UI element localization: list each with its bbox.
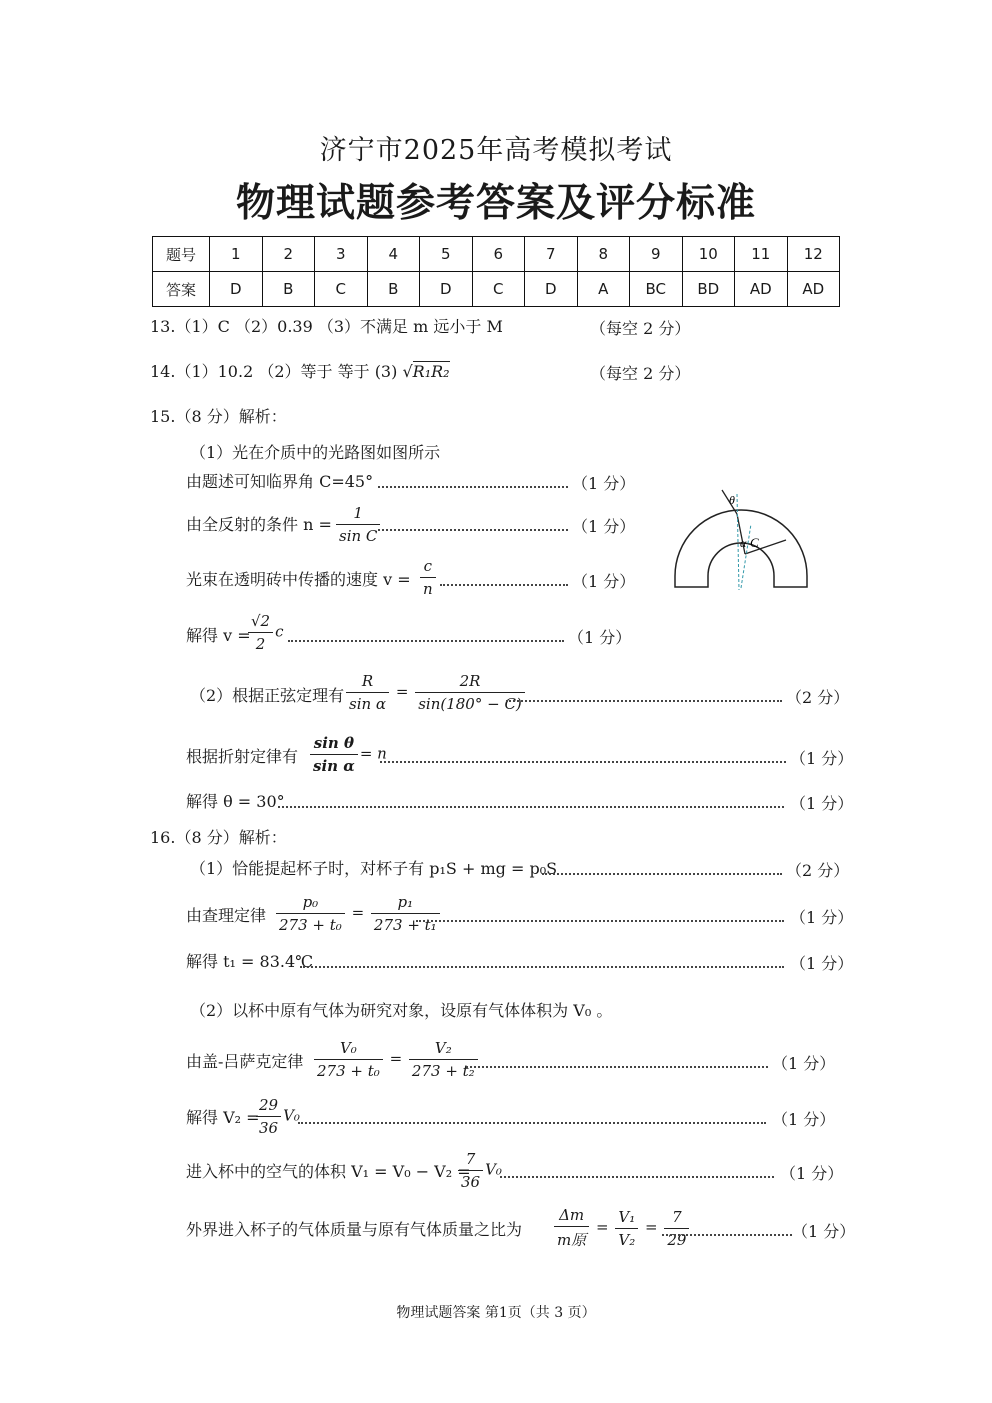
leader-dots [506,700,782,702]
table-cell: AD [735,272,788,307]
q15-line4-score: （1 分） [568,628,632,647]
leader-dots [500,1176,774,1178]
q15-heading: 15.（8 分）解析： [150,407,287,426]
q15-line1: 由题述可知临界角 C=45° [186,472,374,491]
q15-line3: 光束在透明砖中传播的速度 v = [186,570,411,589]
q16-heading: 16.（8 分）解析： [150,828,287,847]
q16-line2-equation: $\frac{\text{p₀}}{\text{273 + t₀}}$ = $\frac{\text{p₁}}{\text{273 + t₁}}$ [274,893,442,934]
q14-score: （每空 2 分） [590,364,691,383]
q16-line2-score: （1 分） [790,908,854,927]
q15-line4: 解得 v = [186,626,251,645]
table-row-numbers [153,237,840,272]
q15-part1: （1）光在介质中的光路图如图所示 [190,443,441,462]
q16-line4-equation: $\frac{\text{V₀}}{\text{273 + t₀}}$ = $\frac{\text{V₂}}{\text{273 + t₂}}$ [312,1039,480,1080]
table-cell: 4 [367,237,420,272]
q16-line5: 解得 V₂ = [186,1108,260,1127]
leader-dots [380,761,786,763]
table-cell: 2 [262,237,315,272]
leader-dots [662,1234,792,1236]
table-cell: B [367,272,420,307]
table-cell: 8 [577,237,630,272]
alpha-label: α [740,536,747,550]
leader-dots [300,966,784,968]
q14-text: 14.（1）10.2 （2）等于 等于 (3) [150,362,398,381]
leader-dots [378,529,568,531]
q16-line5-fraction: $\frac{29}{36}$ V₀ [254,1096,300,1137]
table-cell: 12 [787,237,840,272]
q16-part2: （2）以杯中原有气体为研究对象，设原有气体体积为 V₀ 。 [190,1001,613,1020]
q15-line5-equation: $\frac{R}{\text{sin α}}$ = $\frac{2R}{\sin(180^\circ - C)}$ [344,672,527,713]
q15-line3-score: （1 分） [572,572,636,591]
light-path-figure [668,484,814,594]
q15-line6-score: （1 分） [790,749,854,768]
answer-table [152,236,840,307]
table-cell: 3 [315,237,368,272]
page-title: 物理试题参考答案及评分标准 [235,181,756,226]
q16-line7-equation: $\frac{\Delta m}{\text{m原}}$ = $\frac{\text{V₁}}{\text{V₂}}$ = $\frac{7}{29}$ [552,1206,691,1250]
exam-subtitle: 济宁市2025年高考模拟考试 [319,135,673,166]
table-cell: D [210,272,263,307]
q16-line4-score: （1 分） [772,1054,836,1073]
table-row-answers [153,272,840,307]
q16-line6-score: （1 分） [780,1164,844,1183]
table-cell: B [262,272,315,307]
leader-dots [416,920,784,922]
q15-line7-score: （1 分） [790,794,854,813]
q13-score: （每空 2 分） [590,319,691,338]
q16-line5-score: （1 分） [772,1110,836,1129]
radius-dashed-line [741,524,751,588]
table-cell: BC [630,272,683,307]
q15-line2-score: （1 分） [572,517,636,536]
leader-dots [466,1066,768,1068]
leader-dots [278,806,784,808]
q16-line7-score: （1 分） [792,1222,856,1241]
q16-line3-score: （1 分） [790,954,854,973]
q16-line1-score: （2 分） [786,861,850,880]
table-cell: 11 [735,237,788,272]
q15-line2: 由全反射的条件 n = [186,515,332,534]
leader-dots [288,640,564,642]
q14-answer [150,361,450,383]
q14-sqrt: √R₁R₂ [402,362,450,381]
page-footer: 物理试题答案 第1页（共 3 页） [396,1305,596,1321]
q16-line2: 由查理定律 [186,906,267,925]
table-cell: 1 [210,237,263,272]
table-cell: 6 [472,237,525,272]
leader-dots [298,1122,766,1124]
table-cell: D [525,272,578,307]
table-cell: C [315,272,368,307]
q13-answer: 13.（1）C （2）0.39 （3）不满足 m 远小于 M [150,317,503,336]
leader-dots [440,584,568,586]
q16-line6: 进入杯中的空气的体积 V₁ = V₀ − V₂ = [186,1162,471,1181]
q15-line6-fraction: $\frac{\text{sin θ}}{\text{sin α}}$ = n [308,734,387,775]
q15-line6: 根据折射定律有 [186,747,299,766]
q15-line7: 解得 θ = 30° [186,792,285,811]
table-cell: D [420,272,473,307]
q15-line2-fraction: $\frac{1}{\text{sin C}}$ [334,504,382,545]
table-cell: 5 [420,237,473,272]
row-label-number: 题号 [153,237,210,272]
leader-dots [378,486,568,488]
q15-line5-score: （2 分） [786,688,850,707]
critical-angle-label: C [750,535,759,550]
table-cell: A [577,272,630,307]
q15-line5: （2）根据正弦定理有 [190,686,345,705]
row-label-answer: 答案 [153,272,210,307]
q16-line6-fraction: $\frac{7}{36}$ V₀ [456,1150,502,1191]
normal-line [737,494,739,590]
table-cell: 9 [630,237,683,272]
q16-line3: 解得 t₁ = 83.4℃ [186,952,314,971]
q15-line1-score: （1 分） [572,474,636,493]
q15-line4-fraction: $\frac{√2}{2}$ c [246,612,284,653]
table-cell: AD [787,272,840,307]
theta-label: θ [729,493,735,507]
table-cell: 10 [682,237,735,272]
q15-line3-fraction: $\frac{c}{n}$ [418,557,438,598]
table-cell: BD [682,272,735,307]
q16-line1: （1）恰能提起杯子时，对杯子有 p₁S + mg = p₀S [190,859,558,878]
q16-line4: 由盖-吕萨克定律 [186,1052,304,1071]
table-cell: 7 [525,237,578,272]
leader-dots [542,873,782,875]
q16-line7: 外界进入杯子的气体质量与原有气体质量之比为 [186,1220,523,1239]
table-cell: C [472,272,525,307]
